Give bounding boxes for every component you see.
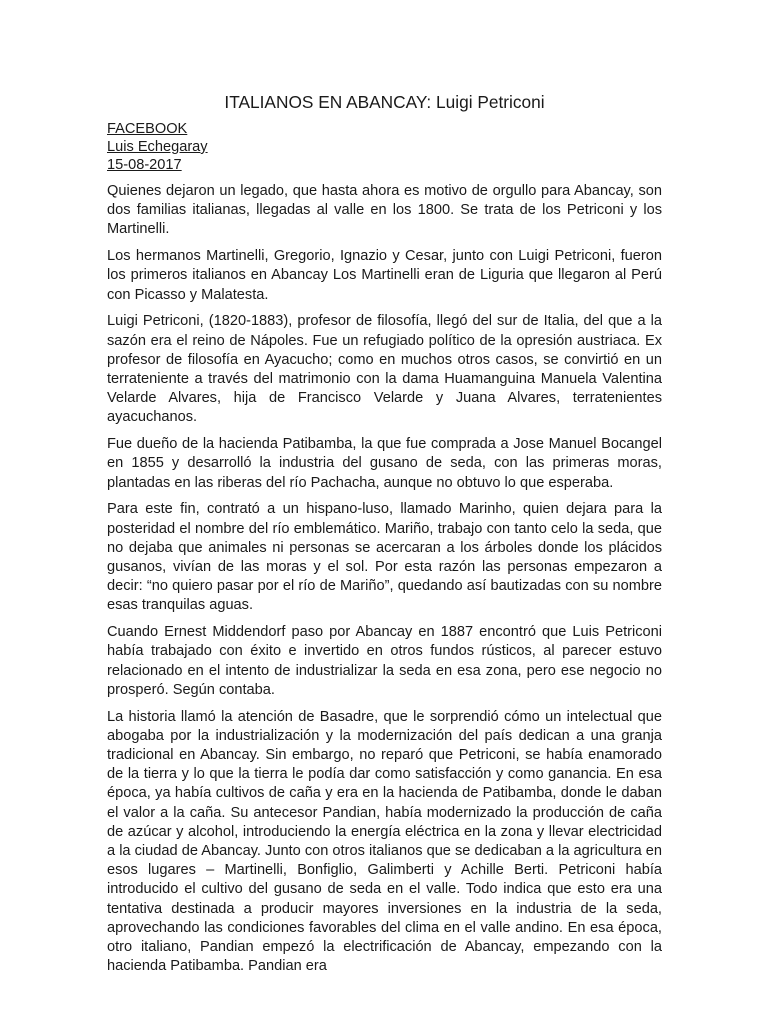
paragraph: Luigi Petriconi, (1820-1883), profesor de filosofía, llegó del sur de Italia, del que a la sazón era el reino de Nápoles. Fue un refugiado político de la opresión austriaca. Ex profesor de filosofía en Ayacucho; como en muchos otros casos, se convirtió en un terrateniente a través del matrimonio con la dama Huamanguina Manuela Valentina Velarde Alvares, hija de Francisco Velarde y Juana Alvares, terratenientes ayacuchanos. xyxy=(107,313,662,426)
date-link[interactable]: 15-08-2017 xyxy=(107,157,182,173)
paragraph: Fue dueño de la hacienda Patibamba, la que fue comprada a Jose Manuel Bocangel en 1855 y desarrolló la industria del gusano de seda, con las primeras moras, plantadas en las riberas del río Pachacha, aunque no obtuvo lo que esperaba. xyxy=(107,436,662,491)
source-link[interactable]: FACEBOOK xyxy=(107,121,188,137)
document-title: ITALIANOS EN ABANCAY: Luigi Petriconi xyxy=(224,92,545,112)
document-page xyxy=(107,90,662,984)
author-link[interactable]: Luis Echegaray xyxy=(107,139,208,155)
document-meta xyxy=(107,120,662,174)
paragraph: Quienes dejaron un legado, que hasta ahora es motivo de orgullo para Abancay, son dos familias italianas, llegadas al valle en los 1800. Se trata de los Petriconi y los Martinelli. xyxy=(107,183,662,238)
paragraph: Cuando Ernest Middendorf paso por Abancay en 1887 encontró que Luis Petriconi había trabajado con éxito e invertido en otros fundos rústicos, al parecer estuvo relacionado en el intento de industrializar la seda en esa zona, pero ese negocio no prosperó. Según contaba. xyxy=(107,624,662,698)
paragraph: Para este fin, contrató a un hispano-luso, llamado Marinho, quien dejara para la posteridad el nombre del río emblemático. Mariño, trabajo con tanto celo la seda, que no dejaba que animales ni personas se acercaran a los árboles donde los plácidos gusanos, vivían de las moras y el sol. Por esta razón las personas empezaron a decir: “no quiero pasar por el río de Mariño”, quedando así bautizadas con su nombre esas tranquilas aguas. xyxy=(107,501,662,614)
paragraph: La historia llamó la atención de Basadre, que le sorprendió cómo un intelectual que abogaba por la industrialización y la modernización del país dedican a una granja tradicional en Abancay. Sin embargo, no reparó que Petriconi, se había enamorado de la tierra y lo que la tierra le podía dar como satisfacción y como ganancia. En esa época, ya había cultivos de caña y era en la hacienda de Patibamba, donde le daban el valor a la caña. Su antecesor Pandian, había modernizado la producción de caña de azúcar y alcohol, introduciendo la energía eléctrica en la zona y llevar electricidad a la ciudad de Abancay. Junto con otros italianos que se dedicaban a la agricultura en esos lugares – Martinelli, Bonfiglio, Galimberti y Achille Berti. Petriconi había introducido el cultivo del gusano de seda en el valle. Todo indica que esto era una tentativa destinada a producir mayores inversiones en la industria de la seda, aprovechando las condiciones favorables del clima en el valle andino. En esa época, otro italiano, Pandian empezó la electrificación de Abancay, empezando con la hacienda Patibamba. Pandian era xyxy=(107,708,662,975)
paragraph: Los hermanos Martinelli, Gregorio, Ignazio y Cesar, junto con Luigi Petriconi, fueron los primeros italianos en Abancay Los Martinelli eran de Liguria que llegaron al Perú con Picasso y Malatesta. xyxy=(107,248,662,303)
